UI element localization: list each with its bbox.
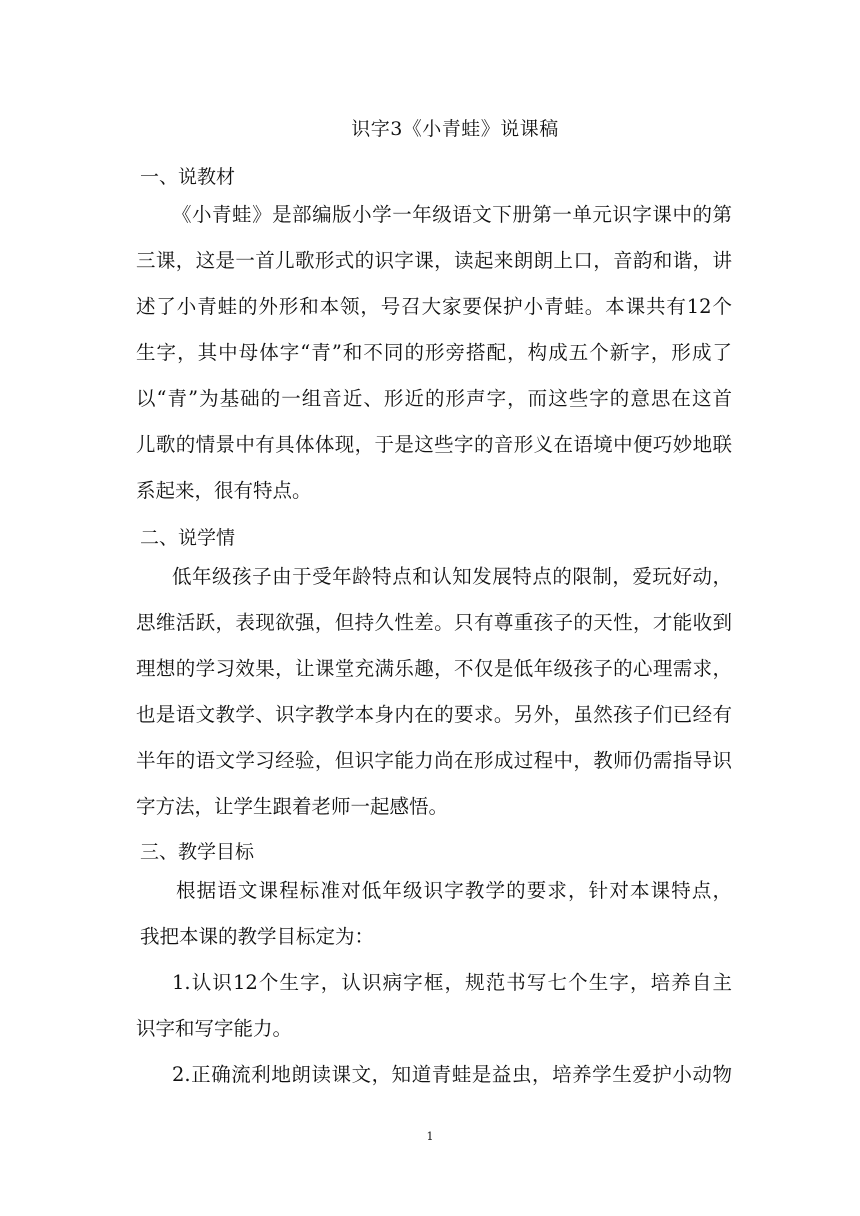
section-heading-teaching-goals: 三、教学目标	[140, 841, 255, 863]
paragraph-line: 《小青蛙》是部编版小学一年级语文下册第一单元识字课中的第	[172, 203, 732, 226]
paragraph-teaching-goals	[136, 868, 732, 1098]
paragraph-line: 儿歌的情景中有具体体现，于是这些字的音形义在语境中便巧妙地联	[136, 433, 732, 456]
paragraph-line: 我把本课的教学目标定为：	[140, 925, 375, 948]
document-title: 识字3《小青蛙》说课稿	[351, 118, 559, 140]
paragraph-line: 述了小青蛙的外形和本领，号召大家要保护小青蛙。本课共有12个	[136, 295, 732, 318]
paragraph-line: 2.正确流利地朗读课文，知道青蛙是益虫，培养学生爱护小动物	[172, 1063, 732, 1086]
paragraph-line: 低年级孩子由于受年龄特点和认知发展特点的限制，爱玩好动，	[172, 565, 732, 588]
paragraph-line: 根据语文课程标准对低年级识字教学的要求，针对本课特点，	[176, 879, 732, 902]
paragraph-learner-analysis	[136, 554, 732, 830]
paragraph-line: 生字，其中母体字“青”和不同的形旁搭配，构成五个新字，形成了	[136, 341, 732, 364]
paragraph-line: 三课，这是一首儿歌形式的识字课，读起来朗朗上口，音韵和谐，讲	[136, 249, 732, 272]
section-heading-teaching-material: 一、说教材	[140, 166, 236, 188]
paragraph-line: 系起来，很有特点。	[136, 479, 312, 502]
paragraph-line: 半年的语文学习经验，但识字能力尚在形成过程中，教师仍需指导识	[136, 749, 732, 772]
page-number: 1	[426, 1130, 434, 1143]
paragraph-line: 思维活跃，表现欲强，但持久性差。只有尊重孩子的天性，才能收到	[136, 611, 732, 634]
paragraph-teaching-material	[136, 192, 732, 514]
paragraph-line: 1.认识12个生字，认识病字框，规范书写七个生字，培养自主	[172, 971, 732, 994]
paragraph-line: 字方法，让学生跟着老师一起感悟。	[136, 795, 449, 818]
paragraph-line: 理想的学习效果，让课堂充满乐趣，不仅是低年级孩子的心理需求，	[136, 657, 732, 680]
paragraph-line: 也是语文教学、识字教学本身内在的要求。另外，虽然孩子们已经有	[136, 703, 732, 726]
paragraph-line: 识字和写字能力。	[136, 1017, 293, 1040]
paragraph-line: 以“青”为基础的一组音近、形近的形声字，而这些字的意思在这首	[136, 387, 732, 410]
section-heading-learner-analysis: 二、说学情	[140, 527, 236, 549]
